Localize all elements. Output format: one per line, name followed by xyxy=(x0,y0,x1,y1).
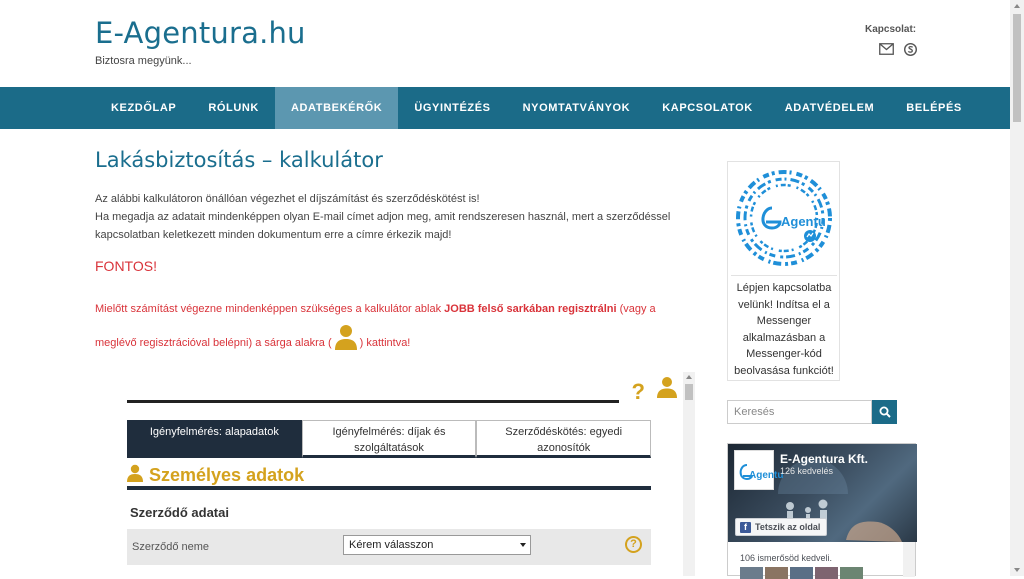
facebook-icon: f xyxy=(740,522,751,533)
messenger-code-icon xyxy=(732,166,836,270)
site-title[interactable]: E-Agentura.hu xyxy=(95,16,306,50)
fb-cover-image[interactable] xyxy=(728,444,917,542)
chevron-down-icon xyxy=(520,543,526,547)
messenger-text: Lépjen kapcsolatba velünk! Indítsa el a Messenger alkalmazásban a Messenger-kód beolvasása funkciót! xyxy=(731,275,837,379)
tab-alapadatok[interactable]: Igényfelmérés: alapadatok xyxy=(127,420,302,458)
help-icon[interactable]: ? xyxy=(631,379,645,404)
avatar[interactable] xyxy=(840,567,863,579)
nav-item-kapcsolatok[interactable]: KAPCSOLATOK xyxy=(662,102,753,114)
login-user-icon[interactable] xyxy=(657,376,677,403)
messenger-widget xyxy=(727,161,840,381)
warning-text xyxy=(95,292,685,360)
important-heading: FONTOS! xyxy=(95,258,157,274)
field-label: Szerződő neme xyxy=(132,541,210,553)
warning-part-1: Mielőtt számítást végezne mindenképpen szükséges a kalkulátor ablak xyxy=(95,303,445,315)
nav-item-rolunk[interactable]: RÓLUNK xyxy=(208,102,259,114)
section-divider xyxy=(127,486,651,490)
fb-page-name[interactable]: E-Agentura Kft. xyxy=(780,452,868,466)
tab-szerzodeskotes[interactable]: Szerződéskötés: egyedi azonosítók xyxy=(476,420,651,458)
page-scrollbar[interactable] xyxy=(1010,0,1024,576)
calculator-tabs xyxy=(127,420,651,458)
select-value: Kérem válasszon xyxy=(349,539,434,551)
mail-icon[interactable] xyxy=(879,43,894,56)
avatar[interactable] xyxy=(815,567,838,579)
contact-icons xyxy=(879,43,917,56)
subsection-title: Szerződő adatai xyxy=(130,505,229,520)
scroll-thumb[interactable] xyxy=(685,384,693,400)
intro-text xyxy=(95,190,695,244)
avatar[interactable] xyxy=(740,567,763,579)
main-nav xyxy=(0,87,1010,129)
calculator-scrollbar[interactable] xyxy=(683,372,695,576)
person-icon xyxy=(127,464,143,487)
nav-item-nyomtatvanyok[interactable]: NYOMTATVÁNYOK xyxy=(522,102,631,114)
user-icon xyxy=(334,323,358,351)
search-icon xyxy=(879,406,891,418)
calculator-frame xyxy=(127,372,683,576)
warning-part-2: (vagy a meglévő regisztrációval belépni) a sárga alakra ( xyxy=(95,303,656,349)
nav-item-adatbekerok[interactable]: ADATBEKÉRŐK xyxy=(275,87,398,129)
calculator-top-icons xyxy=(632,376,677,403)
gender-select[interactable] xyxy=(343,535,531,555)
search-box xyxy=(727,400,897,424)
skype-icon[interactable] xyxy=(904,43,917,56)
intro-line-1: Az alábbi kalkulátoron önállóan végezhet el díjszámítást és szerződéskötést is! xyxy=(95,193,480,205)
warning-bold: JOBB felső sarkában regisztrálni xyxy=(444,303,617,315)
fb-like-label: Tetszik az oldal xyxy=(755,522,821,532)
main-content xyxy=(95,148,695,360)
page-scroll-thumb[interactable] xyxy=(1013,14,1021,122)
messenger-code-logo-text: Agentu xyxy=(781,214,826,229)
facebook-widget xyxy=(727,443,916,576)
warning-part-3: ) kattintva! xyxy=(359,337,411,349)
fb-logo-text: Agentu xyxy=(749,470,784,481)
search-input[interactable] xyxy=(727,400,872,424)
fb-like-button[interactable] xyxy=(735,518,827,536)
section-header xyxy=(127,461,651,489)
scroll-down-icon[interactable] xyxy=(1014,568,1020,572)
page-title: Lakásbiztosítás – kalkulátor xyxy=(95,148,383,172)
fb-friend-avatars xyxy=(740,567,863,579)
search-button[interactable] xyxy=(872,400,897,424)
contact-label: Kapcsolat: xyxy=(865,24,917,35)
calculator-divider xyxy=(127,400,619,403)
avatar[interactable] xyxy=(765,567,788,579)
scroll-up-icon[interactable] xyxy=(686,375,692,379)
fb-like-count: 126 kedvelés xyxy=(780,466,834,476)
nav-item-adatvedelem[interactable]: ADATVÉDELEM xyxy=(784,102,875,114)
form-row-gender xyxy=(127,529,651,565)
field-help-icon[interactable]: ? xyxy=(625,536,642,553)
intro-line-2: Ha megadja az adatait mindenképpen olyan E-mail címet adjon meg, amit rendszeresen használ, mert a szerződéssel kapcsolatban keletkezett minden dokumentum erre a címre érkezik majd! xyxy=(95,211,671,241)
nav-item-kezdolap[interactable]: KEZDŐLAP xyxy=(111,102,177,114)
messenger-code xyxy=(732,166,836,270)
section-title: Személyes adatok xyxy=(149,464,305,485)
site-header xyxy=(0,0,1010,87)
nav-item-belepes[interactable]: BELÉPÉS xyxy=(906,102,962,114)
scroll-up-icon[interactable] xyxy=(1014,4,1020,8)
nav-item-ugyintezes[interactable]: ÜGYINTÉZÉS xyxy=(414,102,491,114)
site-tagline: Biztosra megyünk... xyxy=(95,55,192,67)
tab-dijak[interactable]: Igényfelmérés: díjak és szolgáltatások xyxy=(302,420,477,458)
fb-page-logo[interactable] xyxy=(734,450,784,490)
fb-friends-text: 106 ismerősöd kedveli. xyxy=(740,553,833,563)
fb-scrollbar[interactable] xyxy=(903,542,915,577)
avatar[interactable] xyxy=(790,567,813,579)
